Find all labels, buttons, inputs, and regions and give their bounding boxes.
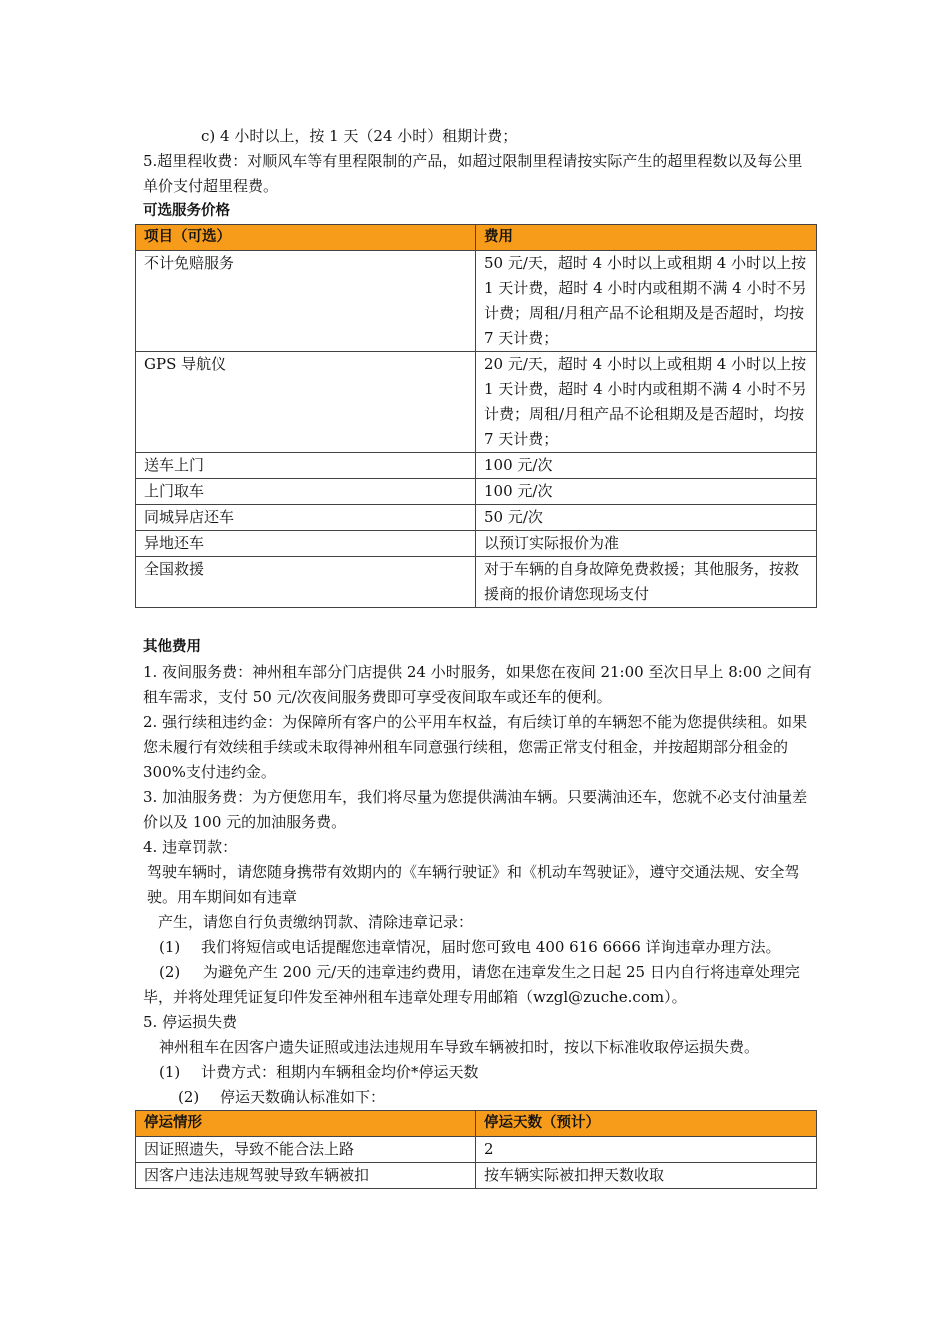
table-row <box>136 479 817 505</box>
downtime-table <box>135 1110 817 1189</box>
row-days: 按车辆实际被扣押天数收取 <box>476 1163 817 1189</box>
downtime-item-2 <box>143 1085 815 1110</box>
item-text: 我们将短信或电话提醒您违章情况，届时您可致电 400 616 6666 详询违章办理方法。 <box>201 938 781 956</box>
table-header-row <box>136 225 817 251</box>
over-mileage-paragraph: 5.超里程收费：对顺风车等有里程限制的产品，如超过限制里程请按实际产生的超里程数以及每公里单价支付超里程费。 <box>143 152 803 195</box>
table-row <box>136 352 817 453</box>
table-row <box>136 1163 817 1189</box>
row-item: GPS 导航仪 <box>136 352 476 453</box>
other-fees-title: 其他费用 <box>143 639 201 655</box>
item-text: 计费方式：租期内车辆租金均价*停运天数 <box>201 1063 479 1081</box>
optional-services-table <box>135 224 817 608</box>
item-number: (1) <box>159 938 181 956</box>
row-case: 因客户违法违规驾驶导致车辆被扣 <box>136 1163 476 1189</box>
rule-item-c: c) 4 小时以上，按 1 天（24 小时）租期计费； <box>201 127 518 145</box>
item-number: (2) <box>178 1088 200 1106</box>
refuel-paragraph: 3. 加油服务费：为方便您用车，我们将尽量为您提供满油车辆。只要满油还车，您就不必支付油量差价以及 100 元的加油服务费。 <box>143 788 808 831</box>
header-item: 项目（可选） <box>136 225 476 251</box>
downtime-body: 神州租车在因客户遗失证照或违法违规用车导致车辆被扣时，按以下标准收取停运损失费。 <box>159 1038 760 1056</box>
row-case: 因证照遗失，导致不能合法上路 <box>136 1137 476 1163</box>
row-item: 同城异店还车 <box>136 505 476 531</box>
violation-item-2 <box>143 960 815 1010</box>
row-item: 上门取车 <box>136 479 476 505</box>
optional-services-title: 可选服务价格 <box>143 203 230 219</box>
table-row <box>136 557 817 608</box>
row-item: 全国救援 <box>136 557 476 608</box>
downtime-title: 5. 停运损失费 <box>143 1013 238 1031</box>
header-case: 停运情形 <box>136 1111 476 1137</box>
item-number: (2) <box>159 963 181 981</box>
item-text: 为避免产生 200 元/天的违章违约费用，请您在违章发生之日起 25 日内自行将违章处理完毕，并将处理凭证复印件发至神州租车违章处理专用邮箱（wzgl@zuche.com）。 <box>143 963 800 1006</box>
table-row <box>136 251 817 352</box>
row-fee: 20 元/天，超时 4 小时以上或租期 4 小时以上按 1 天计费，超时 4 小时内或租期不满 4 小时不另计费；周租/月租产品不论租期及是否超时，均按 7 天计费； <box>476 352 817 453</box>
document-content <box>143 124 815 1189</box>
forced-extension-paragraph: 2. 强行续租违约金：为保障所有客户的公平用车权益，有后续订单的车辆恕不能为您提供续租。如果您未履行有效续租手续或未取得神州租车同意强行续租，您需正常支付租金，并按超期部分租金的 300%支付违约金。 <box>143 713 808 781</box>
header-days: 停运天数（预计） <box>476 1111 817 1137</box>
row-fee: 100 元/次 <box>476 479 817 505</box>
row-item: 不计免赔服务 <box>136 251 476 352</box>
row-fee: 100 元/次 <box>476 453 817 479</box>
night-service-paragraph: 1. 夜间服务费：神州租车部分门店提供 24 小时服务，如果您在夜间 21:00 至次日早上 8:00 之间有租车需求，支付 50 元/次夜间服务费即可享受夜间取车或还车的便利。 <box>143 663 812 706</box>
row-fee: 以预订实际报价为准 <box>476 531 817 557</box>
table-header-row <box>136 1111 817 1137</box>
row-item: 异地还车 <box>136 531 476 557</box>
violation-title: 4. 违章罚款： <box>143 838 238 856</box>
table-row <box>136 1137 817 1163</box>
violation-item-1 <box>143 935 815 960</box>
row-item: 送车上门 <box>136 453 476 479</box>
table-row <box>136 531 817 557</box>
row-fee: 50 元/天，超时 4 小时以上或租期 4 小时以上按 1 天计费，超时 4 小时内或租期不满 4 小时不另计费；周租/月租产品不论租期及是否超时，均按 7 天计费； <box>476 251 817 352</box>
row-fee: 50 元/次 <box>476 505 817 531</box>
item-text: 停运天数确认标准如下： <box>220 1088 386 1106</box>
violation-body-1: 驾驶车辆时，请您随身携带有效期内的《车辆行驶证》和《机动车驾驶证》，遵守交通法规、安全驾驶。用车期间如有违章 <box>147 863 800 906</box>
table-row <box>136 505 817 531</box>
table-row <box>136 453 817 479</box>
header-fee: 费用 <box>476 225 817 251</box>
violation-body-2: 产生，请您自行负责缴纳罚款、清除违章记录： <box>158 913 474 931</box>
row-days: 2 <box>476 1137 817 1163</box>
item-number: (1) <box>159 1063 181 1081</box>
downtime-item-1 <box>143 1060 815 1085</box>
row-fee: 对于车辆的自身故障免费救援；其他服务，按救援商的报价请您现场支付 <box>476 557 817 608</box>
spacer <box>143 608 815 635</box>
